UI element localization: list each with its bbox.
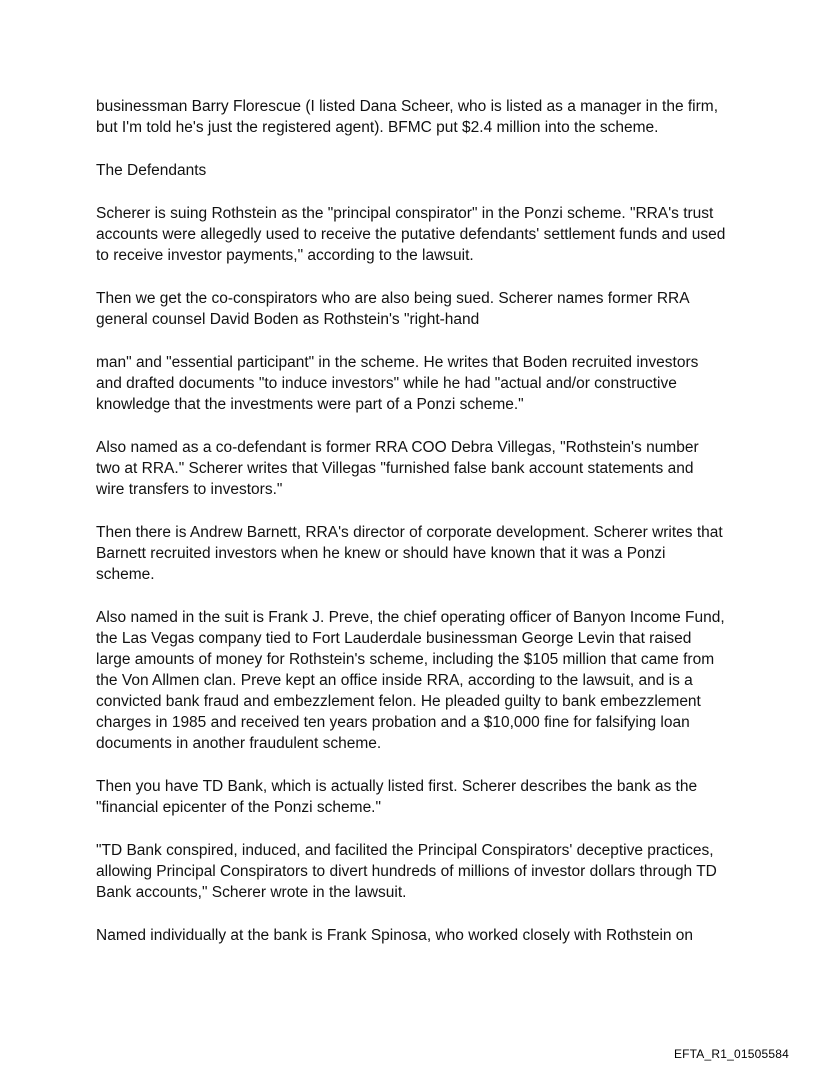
paragraph-co-conspirators: Then we get the co-conspirators who are also being sued. Scherer names former RRA general counsel David Boden as Rothstein's "right-hand — [96, 290, 689, 328]
paragraph-spinosa: Named individually at the bank is Frank Spinosa, who worked closely with Rothstein on — [96, 927, 694, 944]
document-body — [96, 96, 726, 968]
paragraph-boden: man" and "essential participant" in the scheme. He writes that Boden recruited investors and drafted documents "to induce investors" while he had "actual and/or constructive knowledge that the investments were part of a Ponzi scheme." — [96, 354, 699, 413]
paragraph-barnett: Then there is Andrew Barnett, RRA's director of corporate development. Scherer writes that Barnett recruited investors when he knew or should have known that it was a Ponzi scheme. — [96, 524, 723, 583]
paragraph-preve: Also named in the suit is Frank J. Preve, the chief operating officer of Banyon Income Fund, the Las Vegas company tied to Fort Lauderdale businessman George Levin that raised large amounts of money for Rothstein's scheme, including the $105 million that came from the Von Allmen clan. Preve kept an office inside RRA, according to the lawsuit, and is a convicted bank fraud and embezzlement felon. He pleaded guilty to bank embezzlement charges in 1985 and received ten years probation and a $10,000 fine for falsifying loan documents in another fraudulent scheme. — [96, 609, 725, 752]
document-id-footer: EFTA_R1_01505584 — [673, 1047, 789, 1061]
paragraph-td-bank-quote: "TD Bank conspired, induced, and facilited the Principal Conspirators' deceptive practices, allowing Principal Conspirators to divert hundreds of millions of investor dollars through TD Bank accounts," Scherer wrote in the lawsuit. — [96, 842, 717, 901]
paragraph-rothstein: Scherer is suing Rothstein as the "principal conspirator" in the Ponzi scheme. "RRA's trust accounts were allegedly used to receive the putative defendants' settlement funds and used to receive investor payments," according to the lawsuit. — [96, 205, 726, 264]
paragraph-barry-florescue: businessman Barry Florescue (I listed Dana Scheer, who is listed as a manager in the firm, but I'm told he's just the registered agent). BFMC put $2.4 million into the scheme. — [96, 98, 718, 136]
paragraph-villegas: Also named as a co-defendant is former RRA COO Debra Villegas, "Rothstein's number two at RRA." Scherer writes that Villegas "furnished false bank account statements and wire transfers to investors." — [96, 439, 699, 498]
section-heading-defendants: The Defendants — [96, 162, 207, 179]
paragraph-td-bank: Then you have TD Bank, which is actually listed first. Scherer describes the bank as the "financial epicenter of the Ponzi scheme." — [96, 778, 698, 816]
